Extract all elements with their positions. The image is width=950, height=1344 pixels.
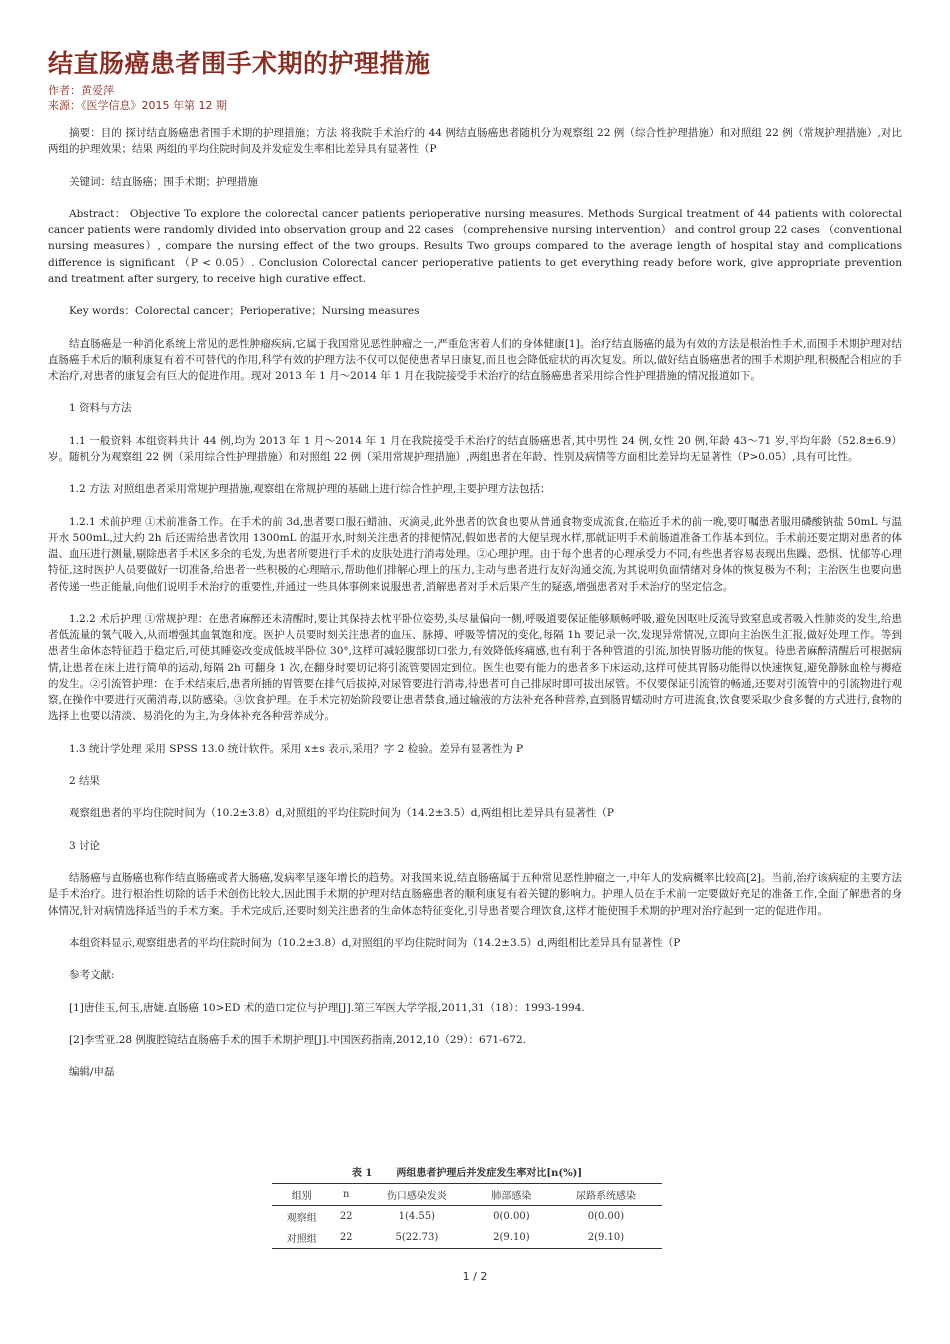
header-cell: n	[342, 1189, 350, 1200]
table-cell: 对照组	[286, 1234, 317, 1245]
body-paragraph: 观察组患者的平均住院时间为（10.2±3.8）d,对照组的平均住院时间为（14.2±3.5）d,两组相比差异具有显著性（P	[69, 807, 614, 820]
body-paragraph: 结肠癌与直肠癌也称作结直肠癌或者大肠癌,发病率呈逐年增长的趋势。对我国来说,结直肠癌属于五种常见恶性肿瘤之一,中年人的发病概率比较高[2]。当前,治疗该病症的主要方法是手术治疗。进行根治性切除的话手术创伤比较大,因此围手术期的护理对结直肠癌患者的顺利康复有着关键的影响力。护理人员在手术前一定要做好充足的准备工作,全面了解患者的身体情况,针对病情选择适当的手术方案。手术完成后,还要时刻关注患者的生命体态特征变化,引导患者要合理饮食,这样才能使围手术期的护理对治疗起到一定的促进作用。	[48, 872, 902, 917]
table-label: 表 1	[351, 1168, 373, 1179]
table-row	[272, 1227, 662, 1249]
data-table	[272, 1183, 662, 1249]
header-cell: 尿路系统感染	[575, 1191, 636, 1202]
table-row	[272, 1206, 662, 1228]
reference-item: [1]唐佳玉,何玉,唐婕.直肠癌 10>ED 术的造口定位与护理[J].第三军医大学学报,2011,31（18）：1993-1994.	[69, 1001, 585, 1014]
body-paragraph: 1.2.2 术后护理 ①常规护理：在患者麻醉还未清醒时,要让其保持去枕平卧位姿势,头尽量偏向一侧,呼吸道要保证能够顺畅呼吸,避免因呕吐反流导致窒息或者吸入性肺炎的发生,给患者低流量的氧气吸入,从而增强其血氧饱和度。医护人员要时刻关注患者的血压、脉搏、呼吸等情况的变化,每隔 1h 要记录一次,发现异常情况,立即向主治医生汇报,做好处理工作。等到患者生命体态特征趋于稳定后,可使其睡姿改变成低坡半卧位 30°,这样可减轻腹部切口张力,有效降低疼痛感,也有利于各种管道的引流,加快胃肠功能的恢复。待患者麻醉清醒后可根据病情,让患者在床上进行简单的运动,每隔 2h 可翻身 1 次,在翻身时要切记将引流管要固定到位。医生也要有能力的患者多下床运动,这样可使其胃肠功能得以快速恢复,避免静脉血栓与褥疮的发生。②引流管护理：在手术结束后,患者所插的胃管要在排气后拔掉,对尿管要进行消毒,待患者可自己排尿时即可拔出尿管。不仅要保证引流管的畅通,还要对引流管中的引流物进行观察,在操作中要进行灭菌消毒,以防感染。③饮食护理。在手术完初始阶段要让患者禁食,通过输液的方法补充各种营养,直到肠胃蠕动时方可进流食,饮食要采取少食多餐的方式进行,食物的选择上也要以清淡、易消化的为主,为身体补充各种营养成分。	[48, 612, 902, 723]
author-line: 作者：黄爱萍	[48, 84, 114, 97]
header-cell: 组别	[291, 1191, 312, 1202]
source-line: 来源：《医学信息》2015 年第 12 期	[48, 99, 227, 112]
table-cell: 2(9.10)	[493, 1232, 530, 1243]
editor-line: 编辑/申磊	[69, 1066, 115, 1079]
page-number: 1 / 2	[462, 1270, 488, 1283]
complications-table	[272, 1164, 662, 1249]
intro-paragraph: 结直肠癌是一种消化系统上常见的恶性肿瘤疾病,它属于我国常见恶性肿瘤之一,严重危害着人们的身体健康[1]。治疗结直肠癌的最为有效的方法是根治性手术,而围手术期护理对结直肠癌手术后的顺利康复有着不可替代的作用,科学有效的护理方法不仅可以促使患者早日康复,而且也会降低症状的再次复发。所以,做好结直肠癌患者的围手术期护理,积极配合相应的手术治疗,对患者的康复会有巨大的促进作用。现对 2013 年 1 月～2014 年 1 月在我院接受手术治疗的结直肠癌患者采用综合性护理措施的情况报道如下。	[48, 337, 902, 382]
table-cell: 5(22.73)	[395, 1232, 439, 1243]
abstract-en: Abstract： Objective To explore the colorectal cancer patients perioperative nursing measures. Methods Surgical treatment of 44 patients with colorectal cancer patients were randomly divided into observation group and 22 cases （comprehensive nursing intervention） and control group 22 cases （conventional nursing measures）, compare the nursing effect of the two groups. Results Two groups compared to the average length of hospital stay and complications difference is significant （P < 0.05）. Conclusion Colorectal cancer perioperative patients to get everything ready before work, give appropriate prevention and treatment after surgery, to receive high curative effect.	[48, 207, 902, 285]
section-heading: 3 讨论	[69, 839, 101, 852]
table-cell: 2(9.10)	[587, 1232, 625, 1243]
table-cell: 22	[339, 1232, 353, 1243]
table-cell: 1(4.55)	[398, 1211, 436, 1222]
table-caption	[272, 1164, 662, 1179]
section-heading: 1 资料与方法	[69, 402, 132, 415]
keywords-cn: 关键词：结直肠癌；围手术期；护理措施	[69, 175, 258, 188]
table-cell: 观察组	[286, 1213, 317, 1224]
abstract-cn: 摘要：目的 探讨结直肠癌患者围手术期的护理措施；方法 将我院手术治疗的 44 例结直肠癌患者随机分为观察组 22 例（综合性护理措施）和对照组 22 例（常规护理措施）,对比两组的护理效果；结果 两组的平均住院时间及并发症发生率相比差异具有显著性（P	[48, 127, 902, 156]
table-header-row	[272, 1184, 662, 1206]
body-paragraph: 本组资料显示,观察组患者的平均住院时间为（10.2±3.8）d,对照组的平均住院时间为（14.2±3.5）d,两组相比差异具有显著性（P	[69, 936, 681, 949]
body-paragraph: 1.2.1 术前护理 ①术前准备工作。在手术的前 3d,患者要口服石蜡油、灭滴灵,此外患者的饮食也要从普通食物变成流食,在临近手术的前一晚,要叮嘱患者服用磷酸钠盐 50mL 与温开水 500mL,过大约 2h 后还需给患者饮用 1300mL 的温开水,时刻关注患者的排便情况,假如患者的大便呈现水样,那就证明手术前肠道准备工作基本到位。手术前还要定期对患者的体温、血压进行测量,剔除患者手术区多余的毛发,为患者所要进行手术的皮肤处进行消毒处理。②心理护理。由于每个患者的心理承受力不同,有些患者容易表现出焦躁、恐惧、忧郁等心理特征,这时医护人员要做好一切准备,给患者一些积极的心理暗示,帮助他们排解心理上的压力,主动与患者进行友好沟通交流,为其说明负面情绪对身体的恢复极为不利；主治医生也要向患者传递一些正能量,向他们说明手术治疗的重要性,并通过一些具体事例来说服患者,消解患者对手术后果产生的疑惑,增强患者对手术治疗的坚定信念。	[48, 515, 902, 593]
body-paragraph: 1.2 方法 对照组患者采用常规护理措施,观察组在常规护理的基础上进行综合性护理,主要护理方法包括：	[69, 483, 551, 496]
article-title: 结直肠癌患者围手术期的护理措施	[48, 49, 431, 78]
body-paragraph: 1.1 一般资料 本组资料共计 44 例,均为 2013 年 1 月～2014 年 1 月在我院接受手术治疗的结直肠癌患者,其中男性 24 例,女性 20 例,年龄 43～71 岁,平均年龄（52.8±6.9）岁。随机分为观察组 22 例（采用综合性护理措施）和对照组 22 例（采用常规护理措施）,两组患者在年龄、性别及病情等方面相比差异均无显著性（P>0.05）,具有可比性。	[48, 434, 902, 463]
table-cell: 0(0.00)	[493, 1211, 530, 1222]
body-paragraph: 1.3 统计学处理 采用 SPSS 13.0 统计软件。采用 x±s 表示,采用？字 2 检验。差异有显著性为 P	[69, 742, 524, 755]
table-title: 两组患者护理后并发症发生率对比[n(%)]	[396, 1168, 583, 1179]
references-heading: 参考文献:	[69, 969, 115, 982]
keywords-en: Key words：Colorectal cancer；Perioperative；Nursing measures	[69, 305, 420, 318]
reference-item: [2]李雪亚.28 例腹腔镜结直肠癌手术的围手术期护理[J].中国医药指南,2012,10（29）：671-672.	[69, 1034, 526, 1047]
header-cell: 伤口感染发炎	[386, 1191, 447, 1202]
header-cell: 肺部感染	[491, 1191, 532, 1202]
section-heading: 2 结果	[69, 774, 101, 787]
table-cell: 22	[339, 1211, 353, 1222]
table-cell: 0(0.00)	[587, 1211, 625, 1222]
article-body	[48, 125, 902, 1097]
